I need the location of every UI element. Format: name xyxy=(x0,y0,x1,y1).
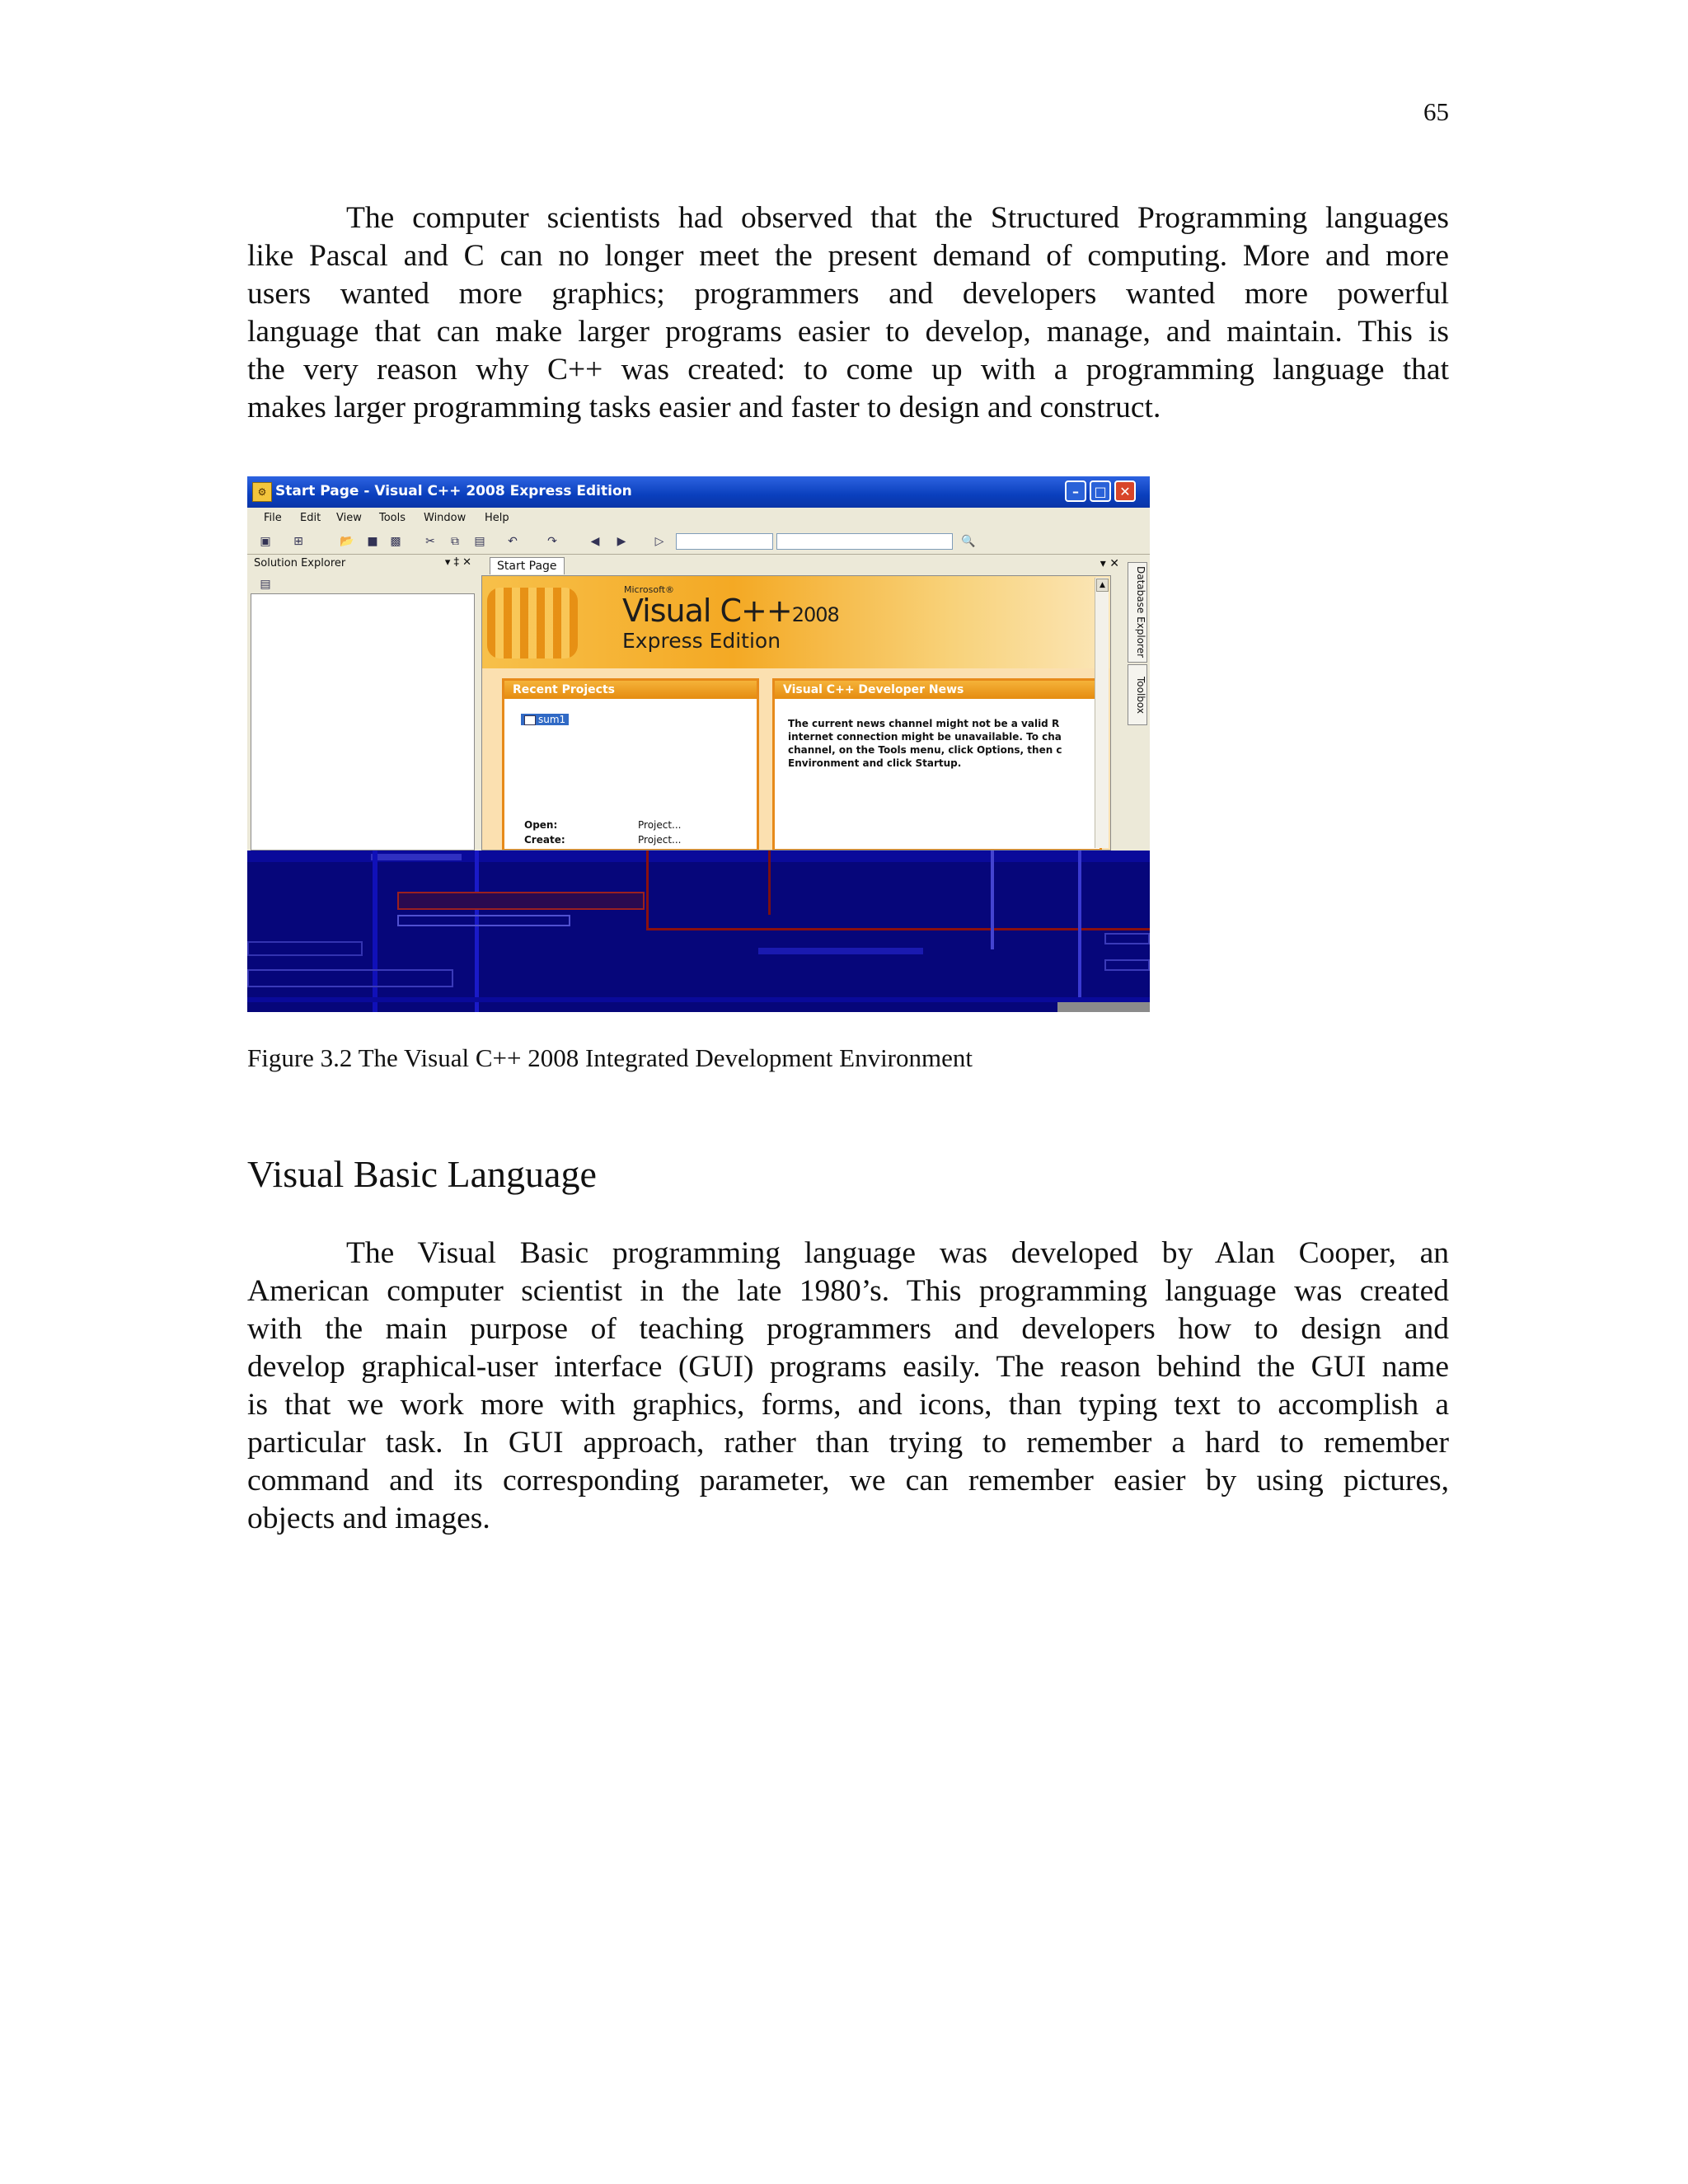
menu-item-view: View xyxy=(336,512,362,524)
figure-caption: Figure 3.2 The Visual C++ 2008 Integrated Development Environment xyxy=(247,1043,973,1072)
product-label: Visual C++ xyxy=(622,593,792,629)
copy-icon: ⧉ xyxy=(451,535,459,548)
glitch-band xyxy=(397,915,570,926)
glitch-band xyxy=(1078,851,1081,1012)
window-title: Start Page - Visual C++ 2008 Express Edition xyxy=(275,483,632,499)
product-name xyxy=(622,593,839,629)
window-titlebar xyxy=(247,476,1150,508)
app-icon: ⚙ xyxy=(252,482,272,502)
open-folder-icon: 📂 xyxy=(340,535,354,548)
new-project-icon: ▣ xyxy=(260,535,271,548)
recent-project-name: sum1 xyxy=(538,714,566,725)
scroll-up-icon: ▲ xyxy=(1096,579,1109,592)
recent-projects-panel xyxy=(502,678,759,851)
paragraph-visual-basic xyxy=(247,1235,1449,1538)
navigate-forward-icon: ▶ xyxy=(617,535,626,548)
menu-item-tools: Tools xyxy=(379,512,406,524)
solution-configuration-combo xyxy=(676,533,773,550)
maximize-icon: □ xyxy=(1090,480,1111,502)
glitch-band xyxy=(475,851,479,1012)
glitch-band xyxy=(1104,959,1150,971)
save-all-icon: ▩ xyxy=(390,535,401,548)
glitch-band xyxy=(247,969,453,987)
glitch-band xyxy=(991,851,994,949)
glitch-band xyxy=(758,948,923,954)
paragraph-line: objects and images. xyxy=(247,1502,490,1535)
paragraph-line: like Pascal and C can no longer meet the present demand of computing. More and more xyxy=(247,239,1449,273)
edition-label: Express Edition xyxy=(622,629,781,653)
start-page-scrollbar xyxy=(1095,578,1109,848)
project-icon xyxy=(524,715,536,725)
platform-combo xyxy=(776,533,953,550)
close-icon: ✕ xyxy=(1114,480,1136,502)
news-message xyxy=(788,717,1098,770)
start-debugging-icon: ▷ xyxy=(654,535,664,548)
menu-item-help: Help xyxy=(485,512,509,524)
news-line: internet connection might be unavailable. To cha xyxy=(788,731,1062,743)
news-line: The current news channel might not be a valid R xyxy=(788,718,1060,729)
developer-news-panel xyxy=(772,678,1102,851)
toolbox-tab: Toolbox xyxy=(1128,664,1147,725)
glitch-band xyxy=(247,941,363,956)
find-in-files-icon: 🔍 xyxy=(961,535,976,548)
solution-explorer-header xyxy=(251,555,475,572)
glitch-band xyxy=(1104,933,1150,944)
menu-item-file: File xyxy=(264,512,282,524)
database-explorer-tab: Database Explorer xyxy=(1128,562,1147,663)
create-label: Create: xyxy=(524,834,565,846)
properties-icon: ▤ xyxy=(260,578,271,591)
glitch-band xyxy=(397,892,645,910)
solution-explorer-body xyxy=(251,593,475,851)
glitch-band xyxy=(768,851,771,915)
paragraph-line: users wanted more graphics; programmers and developers wanted more powerful xyxy=(247,277,1449,311)
recent-project-item xyxy=(521,714,569,725)
paragraph-line: language that can make larger programs easier to develop, manage, and maintain. This is xyxy=(247,315,1449,349)
solution-explorer-title: Solution Explorer xyxy=(254,557,346,569)
section-heading: Visual Basic Language xyxy=(247,1153,597,1195)
gray-strip xyxy=(1057,1002,1150,1012)
news-line: Environment and click Startup. xyxy=(788,757,962,769)
create-project-link: Project... xyxy=(638,834,682,846)
paragraph-line: with the main purpose of teaching programmers and developers how to design and xyxy=(247,1312,1449,1346)
start-page xyxy=(481,575,1111,851)
news-line: channel, on the Tools menu, click Options, then c xyxy=(788,744,1062,756)
undo-icon: ↶ xyxy=(508,535,518,548)
paragraph-cpp-intro xyxy=(247,199,1449,427)
product-year: 2008 xyxy=(791,603,839,626)
navigate-back-icon: ◀ xyxy=(590,535,600,548)
panel-controls-icon: ▾ ‡ ✕ xyxy=(444,556,471,569)
paragraph-line: American computer scientist in the late 1980’s. This programming language was created xyxy=(247,1274,1449,1308)
paragraph-line: makes larger programming tasks easier and faster to design and construct. xyxy=(247,391,1161,424)
paragraph-line: particular task. In GUI approach, rather than trying to remember a hard to remember xyxy=(247,1426,1449,1460)
glitch-band xyxy=(371,854,462,860)
document-tab-strip xyxy=(481,555,1124,575)
paragraph-line: The Visual Basic programming language was developed by Alan Cooper, an xyxy=(346,1236,1449,1270)
minimize-icon: – xyxy=(1065,480,1086,502)
right-side-tabs xyxy=(1124,555,1147,851)
ide-screenshot-figure xyxy=(247,476,1150,1012)
cut-icon: ✂ xyxy=(425,535,435,548)
paragraph-line: is that we work more with graphics, forms, and icons, than typing text to accomplish a xyxy=(247,1388,1449,1422)
menu-item-window: Window xyxy=(424,512,467,524)
product-banner xyxy=(482,576,1110,668)
open-project-link: Project... xyxy=(638,819,682,831)
add-item-icon: ⊞ xyxy=(293,535,303,548)
glitch-band xyxy=(373,851,377,1012)
tab-start-page: Start Page xyxy=(490,557,565,574)
save-icon: ■ xyxy=(367,535,378,548)
developer-news-title: Visual C++ Developer News xyxy=(775,681,1100,699)
paragraph-line: the very reason why C++ was created: to come up with a programming language that xyxy=(247,353,1449,387)
solution-explorer-toolbar xyxy=(251,572,475,594)
glitch-band xyxy=(646,928,1150,930)
recent-projects-title: Recent Projects xyxy=(504,681,757,699)
microsoft-label: Microsoft® xyxy=(624,584,675,595)
paragraph-line: command and its corresponding parameter, we can remember easier by using pictures, xyxy=(247,1464,1449,1497)
tab-controls-icon: ▾ ✕ xyxy=(1100,557,1119,570)
menu-bar xyxy=(247,508,1150,529)
menu-item-edit: Edit xyxy=(300,512,321,524)
paragraph-line: develop graphical-user interface (GUI) programs easily. The reason behind the GUI name xyxy=(247,1350,1449,1384)
toolbar xyxy=(247,529,1150,555)
redo-icon: ↷ xyxy=(547,535,557,548)
chip-logo-icon xyxy=(487,588,578,658)
page-number: 65 xyxy=(1423,97,1449,126)
open-label: Open: xyxy=(524,819,558,831)
glitch-band xyxy=(247,997,1150,1002)
glitch-band xyxy=(646,851,649,930)
paste-icon: ▤ xyxy=(474,535,485,548)
corrupted-image-area xyxy=(247,851,1150,1012)
paragraph-line: The computer scientists had observed that the Structured Programming languages xyxy=(346,201,1449,235)
